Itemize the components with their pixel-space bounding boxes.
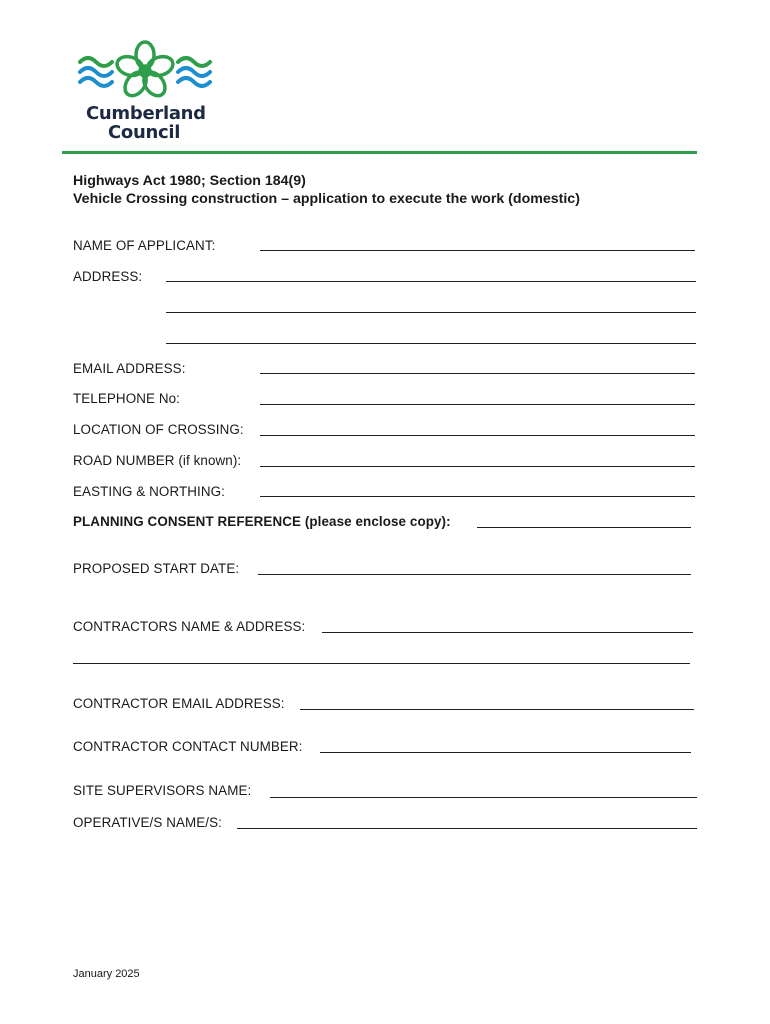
contractor-name-label: CONTRACTORS NAME & ADDRESS: xyxy=(73,619,306,634)
planning-ref-label: PLANNING CONSENT REFERENCE (please enclose copy): xyxy=(73,514,451,529)
site-supervisor-field[interactable] xyxy=(270,797,697,798)
logo-line-2: Council xyxy=(108,122,181,143)
contractor-address-field[interactable] xyxy=(73,663,690,664)
contractor-contact-label: CONTRACTOR CONTACT NUMBER: xyxy=(73,739,303,754)
road-number-label: ROAD NUMBER (if known): xyxy=(73,453,242,468)
email-field[interactable] xyxy=(260,373,695,374)
start-date-label: PROPOSED START DATE: xyxy=(73,561,240,576)
applicant-name-field[interactable] xyxy=(260,250,695,251)
applicant-name-label: NAME OF APPLICANT: xyxy=(73,238,216,253)
logo-line-1: Cumberland xyxy=(86,103,206,124)
telephone-label: TELEPHONE No: xyxy=(73,391,180,406)
form-title-act: Highways Act 1980; Section 184(9) xyxy=(73,173,306,189)
contractor-contact-field[interactable] xyxy=(320,752,691,753)
contractor-email-label: CONTRACTOR EMAIL ADDRESS: xyxy=(73,696,285,711)
header-divider xyxy=(62,151,697,154)
address-field-line-3[interactable] xyxy=(166,343,696,344)
address-label: ADDRESS: xyxy=(73,269,143,284)
contractor-name-field[interactable] xyxy=(322,632,693,633)
easting-northing-field[interactable] xyxy=(260,496,695,497)
easting-northing-label: EASTING & NORTHING: xyxy=(73,484,225,499)
road-number-field[interactable] xyxy=(260,466,695,467)
footer-date: January 2025 xyxy=(73,968,140,980)
address-field-line-2[interactable] xyxy=(166,312,696,313)
location-label: LOCATION OF CROSSING: xyxy=(73,422,244,437)
operatives-field[interactable] xyxy=(237,828,697,829)
telephone-field[interactable] xyxy=(260,404,695,405)
email-label: EMAIL ADDRESS: xyxy=(73,361,186,376)
address-field-line-1[interactable] xyxy=(166,281,696,282)
operatives-label: OPERATIVE/S NAME/S: xyxy=(73,815,222,830)
start-date-field[interactable] xyxy=(258,574,691,575)
contractor-email-field[interactable] xyxy=(300,709,694,710)
site-supervisor-label: SITE SUPERVISORS NAME: xyxy=(73,783,252,798)
planning-ref-field[interactable] xyxy=(477,527,691,528)
cumberland-council-logo-icon xyxy=(78,40,213,104)
location-field[interactable] xyxy=(260,435,695,436)
logo-wordmark xyxy=(86,104,206,142)
form-title-description: Vehicle Crossing construction – application to execute the work (domestic) xyxy=(73,191,580,207)
